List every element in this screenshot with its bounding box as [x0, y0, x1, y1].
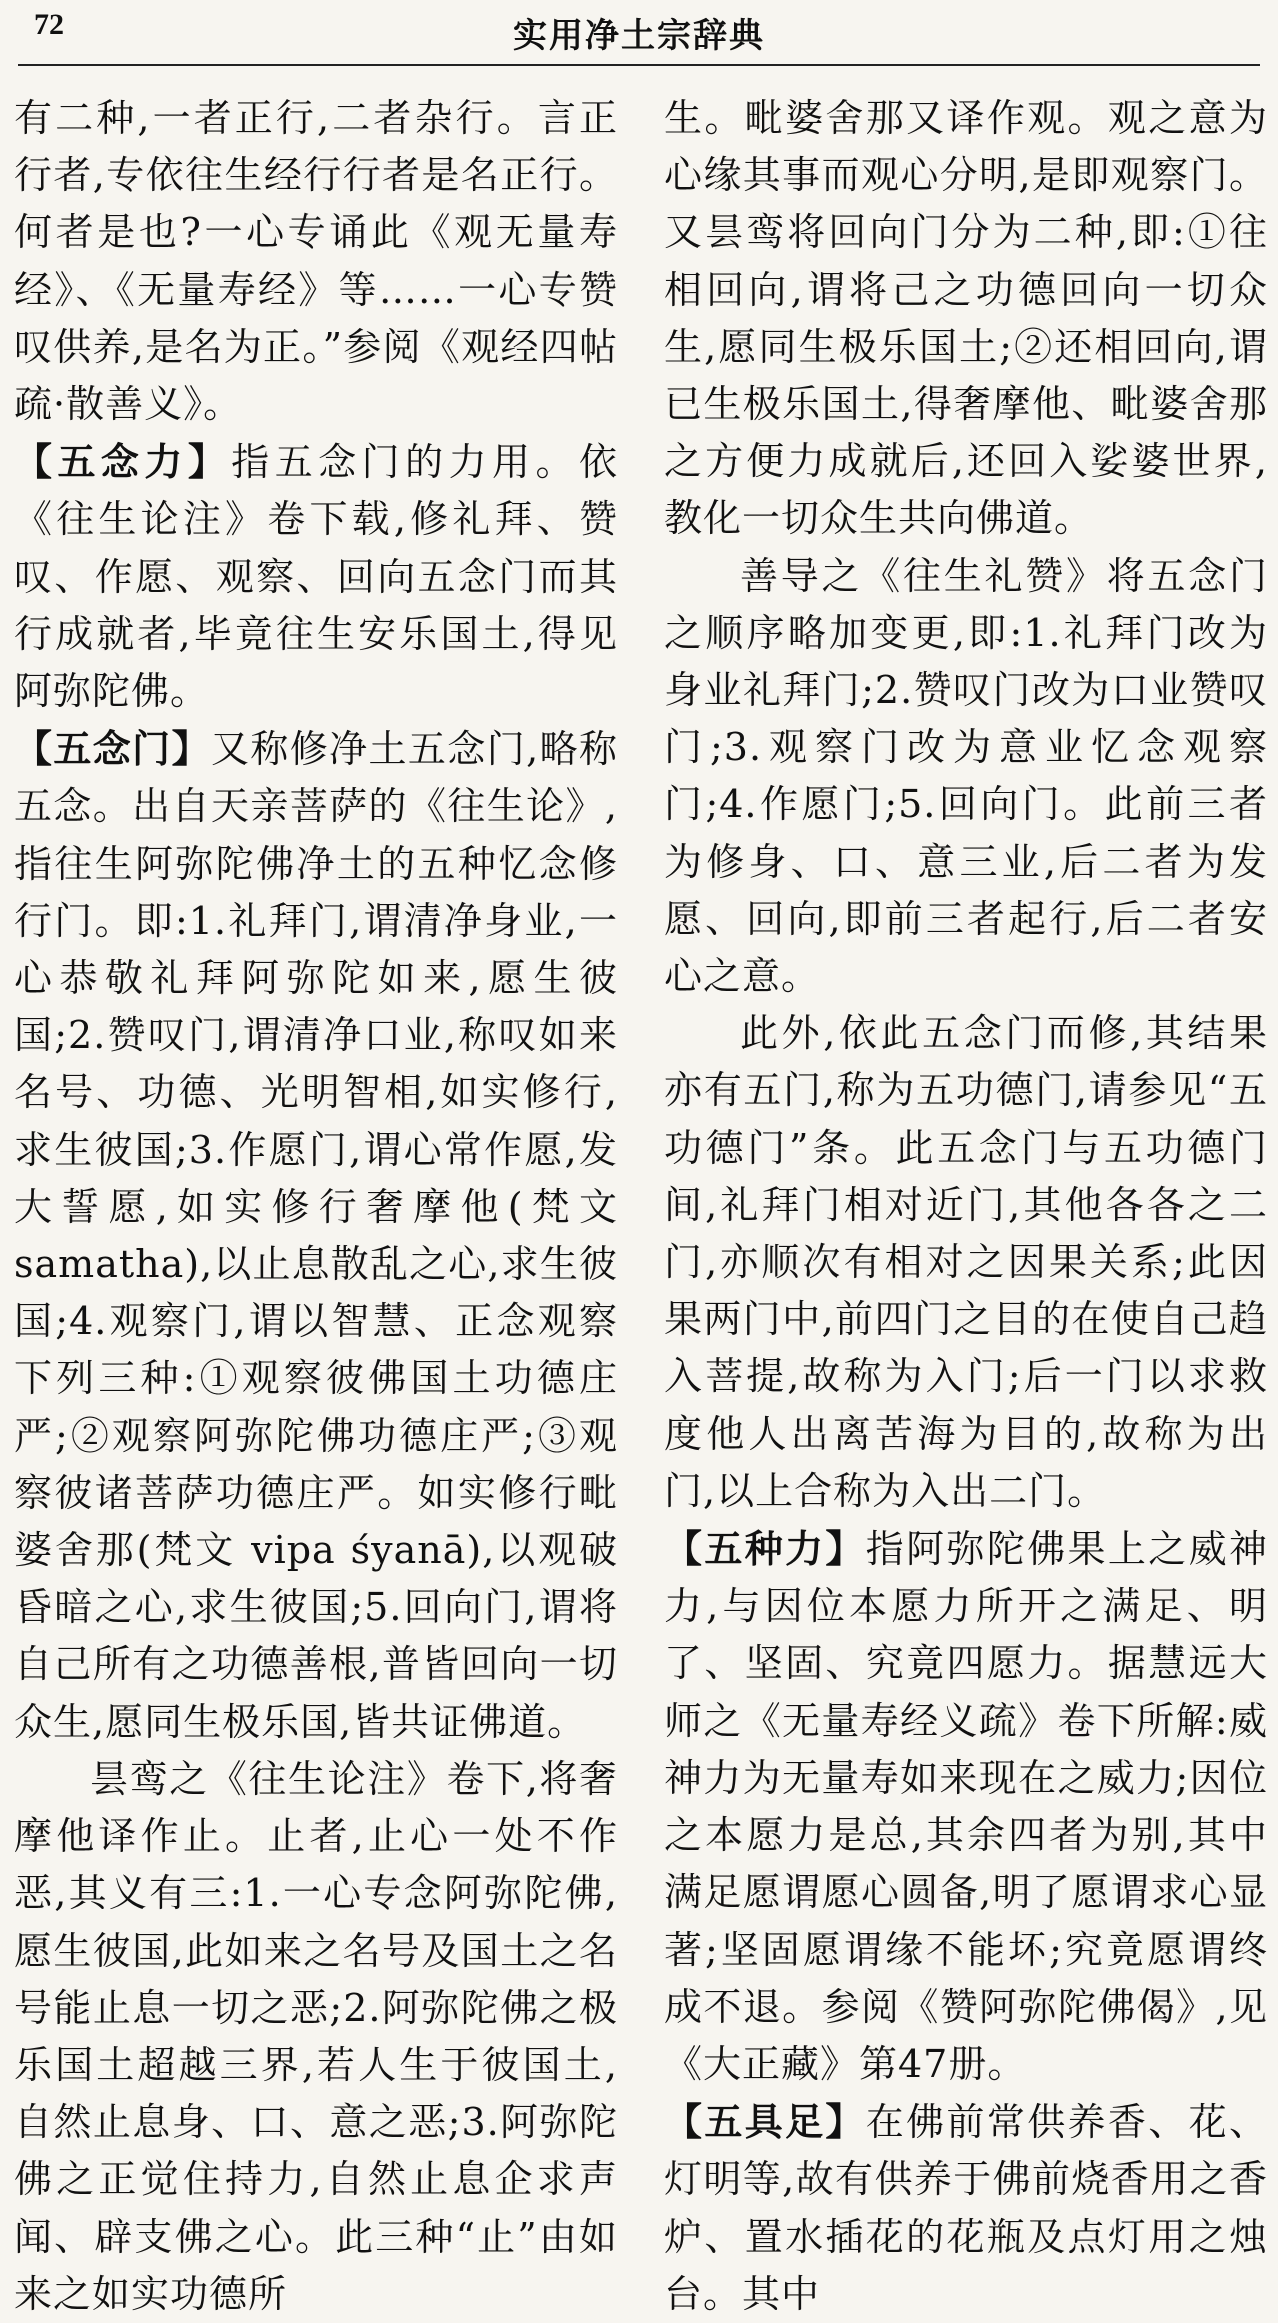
- header-rule: [18, 64, 1260, 66]
- entry-headword: 【五念力】: [14, 439, 232, 485]
- entry-headword: 【五念门】: [14, 726, 211, 772]
- paragraph-text: 生。毗婆舍那又译作观。观之意为心缘其事而观心分明,是即观察门。又昙鸾将回向门分为二种,即:①往相回向,谓将己之功德回向一切众生,愿同生极乐国土;②还相回向,谓已生极乐国土,得奢摩他、毗婆舍那之方便力成就后,还回入娑婆世界,教化一切众生共向佛道。: [664, 96, 1268, 541]
- entry-text: 指阿弥陀佛果上之威神力,与因位本愿力所开之满足、明了、坚固、究竟四愿力。据慧远大师之《无量寿经义疏》卷下所解:威神力为无量寿如来现在之威力;因位之本愿力是总,其余四者为别,其中满足愿谓愿心圆备,明了愿谓求心显著;坚固愿谓缘不能坏;究竟愿谓终成不退。参阅《赞阿弥陀佛偈》,见《大正藏》第47册。: [664, 1527, 1268, 2086]
- entry-text: 又称修净土五念门,略称五念。出自天亲菩萨的《往生论》,指往生阿弥陀佛净土的五种忆念修行门。即:1.礼拜门,谓清净身业,一心恭敬礼拜阿弥陀如来,愿生彼国;2.赞叹门,谓清净口业,称叹如来名号、功德、光明智相,如实修行,求生彼国;3.作愿门,谓心常作愿,发大誓愿,如实修行奢摩他(梵文 samatha),以止息散乱之心,求生彼国;4.观察门,谓以智慧、正念观察下列三种:①观察彼佛国土功德庄严;②观察阿弥陀佛功德庄严;③观察彼诸菩萨功德庄严。如实修行毗婆舍那(梵文 vipa śyanā),以观破昏暗之心,求生彼国;5.回向门,谓将自己所有之功德善根,普皆回向一切众生,愿同生极乐国,皆共证佛道。: [14, 727, 618, 1744]
- page-number: 72: [34, 8, 64, 41]
- entry-headword: 【五种力】: [664, 1526, 866, 1572]
- left-column: [14, 90, 618, 2323]
- paragraph: [14, 1751, 618, 2323]
- right-column: [664, 90, 1268, 2323]
- running-title: 实用净土宗辞典: [513, 16, 765, 56]
- paragraph-text: 有二种,一者正行,二者杂行。言正行者,专依往生经行行者是名正行。何者是也?一心专诵此《观无量寿经》、《无量寿经》等……一心专赞叹供养,是名为正。”参阅《观经四帖疏·散善义》。: [14, 96, 618, 427]
- paragraph-continuation: [664, 90, 1268, 548]
- entry-headword: 【五具足】: [664, 2099, 866, 2145]
- entry-wunianli: [14, 433, 618, 720]
- paragraph-text: 善导之《往生礼赞》将五念门之顺序略加变更,即:1.礼拜门改为身业礼拜门;2.赞叹门改为口业赞叹门;3.观察门改为意业忆念观察门;4.作愿门;5.回向门。此前三者为修身、口、意三业,后二者为发愿、回向,即前三者起行,后二者安心之意。: [664, 553, 1268, 999]
- paragraph-text: 此外,依此五念门而修,其结果亦有五门,称为五功德门,请参见“五功德门”条。此五念门与五功德门间,礼拜门相对近门,其他各各之二门,亦顺次有相对之因果关系;此因果两门中,前四门之目的在使自己趋入菩提,故称为入门;后一门以求救度他人出离苦海为目的,故称为出门,以上合称为入出二门。: [664, 1011, 1268, 1513]
- entry-text: 指五念门的力用。依《往生论注》卷下载,修礼拜、赞叹、作愿、观察、回向五念门而其行成就者,毕竟往生安乐国土,得见阿弥陀佛。: [14, 440, 618, 714]
- entry-wuzhongli: [664, 1520, 1268, 2093]
- entry-text: 在佛前常供养香、花、灯明等,故有供养于佛前烧香用之香炉、置水插花的花瓶及点灯用之烛台。其中: [664, 2100, 1268, 2316]
- paragraph-continuation: [14, 90, 618, 433]
- entry-wujuzu: [664, 2093, 1268, 2323]
- page-header: [0, 0, 1278, 62]
- entry-wunianmen: [14, 720, 618, 1751]
- paragraph-text: 昙鸾之《往生论注》卷下,将奢摩他译作止。止者,止心一处不作恶,其义有三:1.一心专念阿弥陀佛,愿生彼国,此如来之名号及国土之名号能止息一切之恶;2.阿弥陀佛之极乐国土超越三界,若人生于彼国土,自然止息身、口、意之恶;3.阿弥陀佛之正觉住持力,自然止息企求声闻、辟支佛之心。此三种“止”由如来之如实功德所: [14, 1756, 618, 2316]
- paragraph: [664, 548, 1268, 1006]
- paragraph: [664, 1005, 1268, 1520]
